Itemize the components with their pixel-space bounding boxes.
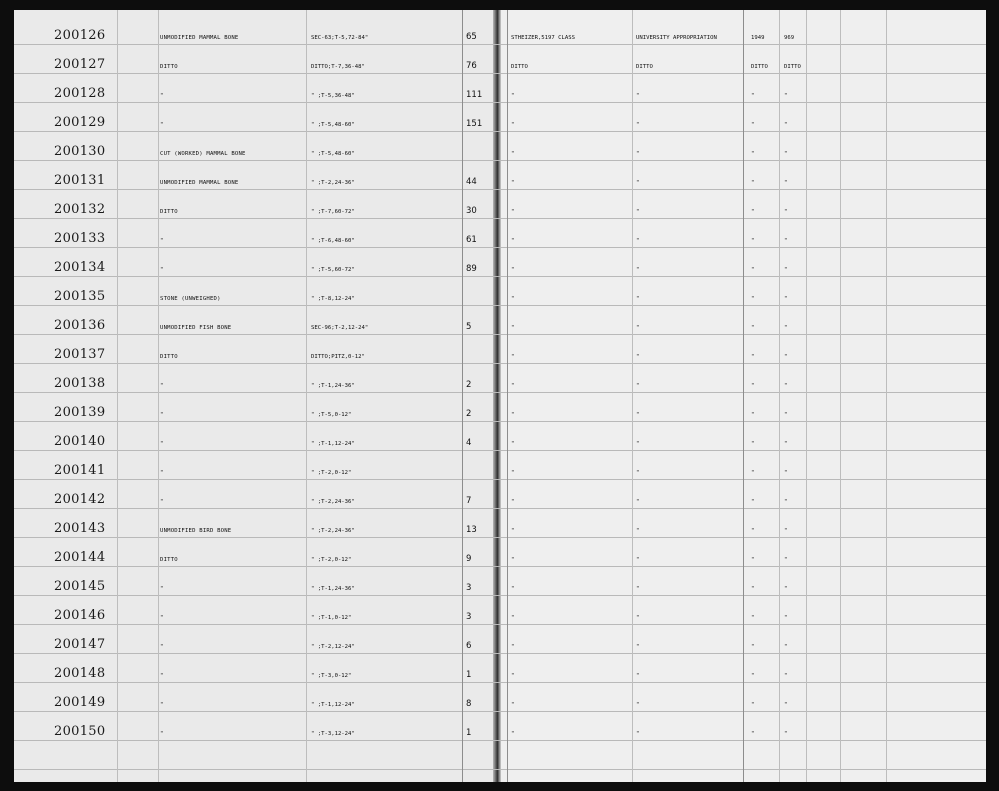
catalog-number: 200143 <box>54 521 106 536</box>
acquisition-method: " <box>636 354 640 360</box>
year: " <box>751 731 755 737</box>
item-description: " <box>160 122 164 128</box>
quantity: 13 <box>466 525 477 535</box>
table-row <box>14 103 986 132</box>
accession-number: " <box>784 122 788 128</box>
acquisition-method: " <box>636 93 640 99</box>
collector: " <box>511 267 515 273</box>
catalog-number: 200126 <box>54 28 106 43</box>
accession-number: " <box>784 702 788 708</box>
accession-number: " <box>784 151 788 157</box>
year: " <box>751 441 755 447</box>
catalog-number: 200147 <box>54 637 106 652</box>
provenience: " ;T-7,60-72" <box>311 209 355 215</box>
collector: " <box>511 499 515 505</box>
quantity: 111 <box>466 90 483 100</box>
quantity: 2 <box>466 409 472 419</box>
item-description: " <box>160 441 164 447</box>
year: " <box>751 615 755 621</box>
accession-number: " <box>784 644 788 650</box>
quantity: 7 <box>466 496 472 506</box>
year: " <box>751 325 755 331</box>
acquisition-method: " <box>636 267 640 273</box>
accession-number: DITTO <box>784 64 801 70</box>
quantity: 5 <box>466 322 472 332</box>
acquisition-method: DITTO <box>636 64 653 70</box>
item-description: " <box>160 586 164 592</box>
table-row <box>14 567 986 596</box>
year: " <box>751 238 755 244</box>
catalog-number: 200142 <box>54 492 106 507</box>
item-description: UNMODIFIED MAMMAL BONE <box>160 35 239 41</box>
acquisition-method: " <box>636 151 640 157</box>
year: " <box>751 528 755 534</box>
provenience: " ;T-2,24-36" <box>311 499 355 505</box>
table-row <box>14 190 986 219</box>
accession-number: " <box>784 383 788 389</box>
acquisition-method: " <box>636 296 640 302</box>
table-row <box>14 393 986 422</box>
provenience: " ;T-5,48-60" <box>311 151 355 157</box>
year: " <box>751 644 755 650</box>
catalog-number: 200128 <box>54 86 106 101</box>
quantity: 61 <box>466 235 477 245</box>
item-description: " <box>160 267 164 273</box>
catalog-number: 200140 <box>54 434 106 449</box>
collector: " <box>511 702 515 708</box>
quantity: 4 <box>466 438 472 448</box>
catalog-number: 200132 <box>54 202 106 217</box>
accession-number: 969 <box>784 35 795 41</box>
acquisition-method: " <box>636 499 640 505</box>
provenience: " ;T-1,12-24" <box>311 441 355 447</box>
catalog-number: 200139 <box>54 405 106 420</box>
collector: " <box>511 615 515 621</box>
table-row <box>14 132 986 161</box>
year: " <box>751 557 755 563</box>
quantity: 89 <box>466 264 477 274</box>
year: " <box>751 151 755 157</box>
item-description: " <box>160 731 164 737</box>
provenience: DITTO;T-7,36-48" <box>311 64 365 70</box>
accession-number: " <box>784 731 788 737</box>
year: " <box>751 209 755 215</box>
provenience: " ;T-2,24-36" <box>311 180 355 186</box>
collector: " <box>511 586 515 592</box>
acquisition-method: " <box>636 441 640 447</box>
catalog-number: 200146 <box>54 608 106 623</box>
year: " <box>751 412 755 418</box>
provenience: SEC-63;T-5,72-84" <box>311 35 369 41</box>
provenience: " ;T-1,0-12" <box>311 615 352 621</box>
provenience: " ;T-2,0-12" <box>311 557 352 563</box>
acquisition-method: " <box>636 673 640 679</box>
year: " <box>751 673 755 679</box>
table-row <box>14 422 986 451</box>
table-row <box>14 219 986 248</box>
provenience: " ;T-3,12-24" <box>311 731 355 737</box>
catalog-number: 200137 <box>54 347 106 362</box>
year: " <box>751 93 755 99</box>
quantity: 76 <box>466 61 477 71</box>
provenience: SEC-96;T-2,12-24" <box>311 325 369 331</box>
catalog-number: 200129 <box>54 115 106 130</box>
catalog-number: 200127 <box>54 57 106 72</box>
year: " <box>751 122 755 128</box>
provenience: " ;T-2,24-36" <box>311 528 355 534</box>
acquisition-method: " <box>636 644 640 650</box>
item-description: " <box>160 702 164 708</box>
table-row <box>14 712 986 741</box>
catalog-number: 200131 <box>54 173 106 188</box>
table-row <box>14 625 986 654</box>
quantity: 44 <box>466 177 477 187</box>
accession-number: " <box>784 673 788 679</box>
provenience: " ;T-2,12-24" <box>311 644 355 650</box>
quantity: 151 <box>466 119 483 129</box>
quantity: 2 <box>466 380 472 390</box>
item-description: DITTO <box>160 64 178 70</box>
year: " <box>751 383 755 389</box>
catalog-number: 200136 <box>54 318 106 333</box>
acquisition-method: " <box>636 238 640 244</box>
catalog-number: 200133 <box>54 231 106 246</box>
item-description: " <box>160 615 164 621</box>
provenience: " ;T-5,36-48" <box>311 93 355 99</box>
table-row <box>14 480 986 509</box>
item-description: UNMODIFIED MAMMAL BONE <box>160 180 239 186</box>
table-row <box>14 335 986 364</box>
quantity: 30 <box>466 206 477 216</box>
acquisition-method: " <box>636 586 640 592</box>
provenience: " ;T-1,24-36" <box>311 383 355 389</box>
item-description: " <box>160 412 164 418</box>
collector: " <box>511 238 515 244</box>
table-row <box>14 306 986 335</box>
collector: " <box>511 441 515 447</box>
item-description: DITTO <box>160 209 178 215</box>
year: " <box>751 470 755 476</box>
table-row <box>14 451 986 480</box>
year: " <box>751 267 755 273</box>
item-description: " <box>160 383 164 389</box>
table-row <box>14 509 986 538</box>
acquisition-method: " <box>636 557 640 563</box>
accession-number: " <box>784 325 788 331</box>
quantity: 3 <box>466 612 472 622</box>
catalog-number: 200134 <box>54 260 106 275</box>
collector: " <box>511 180 515 186</box>
provenience: " ;T-1,24-36" <box>311 586 355 592</box>
table-row <box>14 683 986 712</box>
year: " <box>751 354 755 360</box>
table-row <box>14 277 986 306</box>
item-description: UNMODIFIED FISH BONE <box>160 325 232 331</box>
year: " <box>751 586 755 592</box>
item-description: " <box>160 238 164 244</box>
acquisition-method: " <box>636 383 640 389</box>
acquisition-method: " <box>636 209 640 215</box>
quantity: 3 <box>466 583 472 593</box>
catalog-number: 200141 <box>54 463 106 478</box>
collector: STHEIZER,5197 CLASS <box>511 35 575 41</box>
collector: DITTO <box>511 64 528 70</box>
item-description: " <box>160 499 164 505</box>
collector: " <box>511 354 515 360</box>
year: " <box>751 180 755 186</box>
collector: " <box>511 528 515 534</box>
accession-number: " <box>784 528 788 534</box>
accession-number: " <box>784 93 788 99</box>
acquisition-method: " <box>636 702 640 708</box>
table-row <box>14 45 986 74</box>
collector: " <box>511 383 515 389</box>
collector: " <box>511 325 515 331</box>
catalog-number: 200148 <box>54 666 106 681</box>
year: " <box>751 296 755 302</box>
catalog-number: 200150 <box>54 724 106 739</box>
accession-number: " <box>784 238 788 244</box>
provenience: " ;T-6,48-60" <box>311 238 355 244</box>
provenience: " ;T-2,0-12" <box>311 470 352 476</box>
acquisition-method: " <box>636 412 640 418</box>
acquisition-method: " <box>636 122 640 128</box>
catalog-number: 200145 <box>54 579 106 594</box>
collector: " <box>511 673 515 679</box>
item-description: DITTO <box>160 557 178 563</box>
acquisition-method: " <box>636 528 640 534</box>
year: 1949 <box>751 35 765 41</box>
collector: " <box>511 151 515 157</box>
quantity: 6 <box>466 641 472 651</box>
provenience: " ;T-1,12-24" <box>311 702 355 708</box>
catalog-number: 200135 <box>54 289 106 304</box>
acquisition-method: " <box>636 325 640 331</box>
quantity: 9 <box>466 554 472 564</box>
acquisition-method: " <box>636 615 640 621</box>
catalog-number: 200138 <box>54 376 106 391</box>
quantity: 1 <box>466 728 472 738</box>
acquisition-method: " <box>636 180 640 186</box>
collector: " <box>511 296 515 302</box>
table-row <box>14 596 986 625</box>
provenience: DITTO;PITZ,0-12" <box>311 354 365 360</box>
table-row <box>14 74 986 103</box>
accession-number: " <box>784 354 788 360</box>
quantity: 65 <box>466 32 477 42</box>
provenience: " ;T-8,12-24" <box>311 296 355 302</box>
collector: " <box>511 93 515 99</box>
accession-number: " <box>784 470 788 476</box>
item-description: UNMODIFIED BIRD BONE <box>160 528 232 534</box>
collector: " <box>511 412 515 418</box>
item-description: " <box>160 470 164 476</box>
accession-number: " <box>784 180 788 186</box>
collector: " <box>511 731 515 737</box>
acquisition-method: " <box>636 470 640 476</box>
accession-number: " <box>784 209 788 215</box>
table-row <box>14 248 986 277</box>
table-row <box>14 538 986 567</box>
item-description: DITTO <box>160 354 178 360</box>
ledger-book <box>14 10 986 782</box>
provenience: " ;T-5,60-72" <box>311 267 355 273</box>
accession-number: " <box>784 267 788 273</box>
quantity: 8 <box>466 699 472 709</box>
provenience: " ;T-3,0-12" <box>311 673 352 679</box>
collector: " <box>511 209 515 215</box>
quantity: 1 <box>466 670 472 680</box>
collector: " <box>511 644 515 650</box>
accession-number: " <box>784 441 788 447</box>
accession-number: " <box>784 412 788 418</box>
year: DITTO <box>751 64 768 70</box>
accession-number: " <box>784 499 788 505</box>
table-row <box>14 161 986 190</box>
accession-number: " <box>784 296 788 302</box>
item-description: " <box>160 93 164 99</box>
year: " <box>751 499 755 505</box>
item-description: " <box>160 644 164 650</box>
catalog-number: 200149 <box>54 695 106 710</box>
accession-number: " <box>784 586 788 592</box>
provenience: " ;T-5,48-60" <box>311 122 355 128</box>
item-description: STONE (UNWEIGHED) <box>160 296 221 302</box>
table-row <box>14 364 986 393</box>
provenience: " ;T-5,0-12" <box>311 412 352 418</box>
acquisition-method: UNIVERSITY APPROPRIATION <box>636 35 717 41</box>
acquisition-method: " <box>636 731 640 737</box>
catalog-number: 200144 <box>54 550 106 565</box>
catalog-number: 200130 <box>54 144 106 159</box>
table-row <box>14 654 986 683</box>
accession-number: " <box>784 615 788 621</box>
collector: " <box>511 122 515 128</box>
collector: " <box>511 470 515 476</box>
collector: " <box>511 557 515 563</box>
item-description: " <box>160 673 164 679</box>
item-description: CUT (WORKED) MAMMAL BONE <box>160 151 246 157</box>
year: " <box>751 702 755 708</box>
table-row <box>14 16 986 45</box>
accession-number: " <box>784 557 788 563</box>
